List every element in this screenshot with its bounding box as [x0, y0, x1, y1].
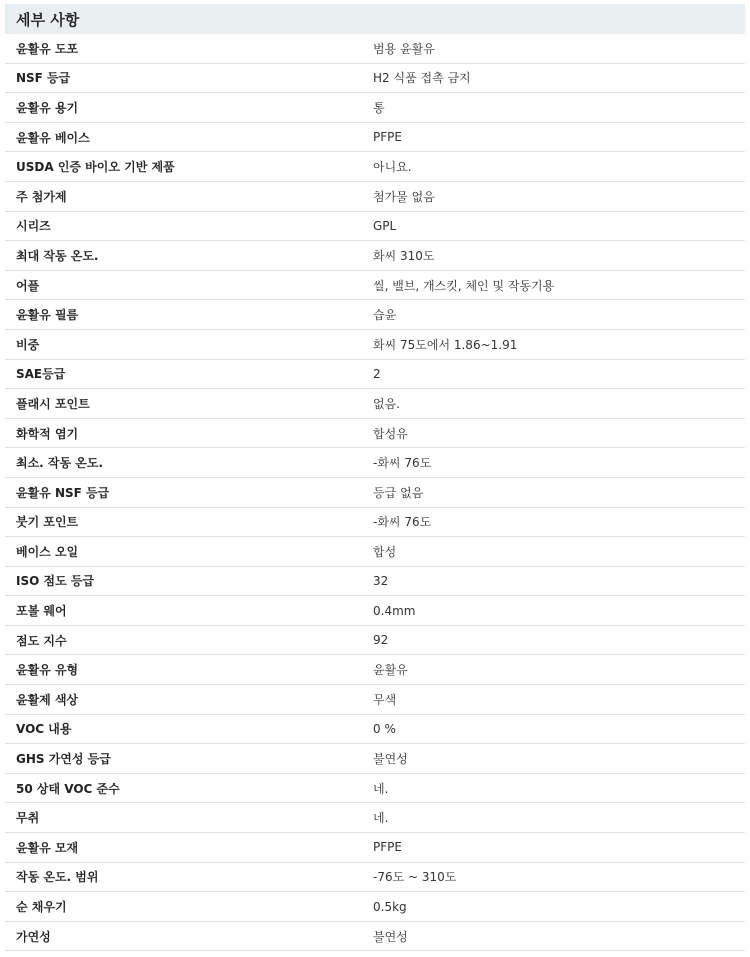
spec-value: 0.4mm [373, 603, 416, 618]
spec-value: 아니요. [373, 160, 412, 175]
spec-row [5, 803, 745, 833]
spec-value: H2 식품 접촉 금지 [373, 71, 471, 86]
spec-panel [5, 4, 745, 951]
spec-label: 윤활유 모재 [16, 840, 79, 855]
spec-value: 0.5kg [373, 899, 407, 914]
spec-value: 0 % [373, 721, 396, 736]
spec-row [5, 567, 745, 597]
spec-table [5, 34, 745, 951]
spec-row [5, 212, 745, 242]
spec-label: 윤활유 필름 [16, 308, 79, 323]
spec-value: 윤활유 [373, 663, 408, 678]
spec-row [5, 863, 745, 893]
spec-label: NSF 등급 [16, 71, 71, 86]
spec-row [5, 655, 745, 685]
spec-value: 습윤 [373, 308, 397, 323]
spec-value: -화씨 76도 [373, 515, 432, 530]
section-title: 세부 사항 [16, 10, 80, 29]
spec-value: 통 [373, 100, 385, 115]
spec-row [5, 64, 745, 94]
spec-label: 어플 [16, 278, 40, 293]
spec-row [5, 330, 745, 360]
spec-row [5, 833, 745, 863]
spec-label: ISO 점도 등급 [16, 574, 95, 589]
spec-row [5, 300, 745, 330]
spec-label: 무취 [16, 811, 40, 826]
spec-row [5, 478, 745, 508]
spec-value: 불연성 [373, 929, 408, 944]
spec-value: 합성유 [373, 426, 408, 441]
spec-label: 작동 온도. 범위 [16, 870, 99, 885]
spec-value: 합성 [373, 544, 397, 559]
spec-row [5, 34, 745, 64]
spec-label: 비중 [16, 337, 40, 352]
spec-row [5, 152, 745, 182]
spec-value: GPL [373, 218, 397, 233]
spec-label: 순 채우기 [16, 900, 67, 915]
spec-value: 없음. [373, 396, 400, 411]
spec-value: 2 [373, 366, 381, 381]
spec-value: -76도 ~ 310도 [373, 870, 457, 885]
spec-value: 무색 [373, 692, 397, 707]
spec-row [5, 685, 745, 715]
spec-row [5, 419, 745, 449]
spec-label: VOC 내용 [16, 722, 72, 737]
spec-value: 첨가물 없음 [373, 189, 435, 204]
spec-row [5, 93, 745, 123]
spec-value: PFPE [373, 130, 402, 145]
spec-value: 92 [373, 633, 389, 648]
spec-label: 윤활제 색상 [16, 692, 79, 707]
spec-label: 윤활유 베이스 [16, 130, 90, 145]
section-header [5, 4, 745, 34]
spec-value: -화씨 76도 [373, 456, 432, 471]
spec-row [5, 596, 745, 626]
spec-label: 최소. 작동 온도. [16, 456, 104, 471]
spec-label: 플래시 포인트 [16, 396, 90, 411]
spec-value: 불연성 [373, 752, 408, 767]
spec-row [5, 360, 745, 390]
spec-value: 네. [373, 781, 389, 796]
spec-value: 범용 윤활유 [373, 41, 435, 56]
spec-value: 화씨 75도에서 1.86~1.91 [373, 337, 518, 352]
spec-label: 베이스 오일 [16, 544, 79, 559]
spec-label: 포볼 웨어 [16, 604, 67, 619]
spec-row [5, 922, 745, 952]
spec-row [5, 537, 745, 567]
spec-row [5, 508, 745, 538]
spec-row [5, 123, 745, 153]
spec-row [5, 271, 745, 301]
spec-label: 최대 작동 온도. [16, 248, 99, 263]
spec-label: 윤활유 NSF 등급 [16, 485, 110, 500]
spec-label: 붓기 포인트 [16, 515, 79, 530]
spec-label: 50 상태 VOC 준수 [16, 781, 120, 796]
spec-row [5, 892, 745, 922]
spec-label: 점도 지수 [16, 633, 67, 648]
spec-row [5, 626, 745, 656]
spec-label: 윤활유 용기 [16, 100, 79, 115]
spec-label: 가연성 [16, 929, 51, 944]
spec-value: PFPE [373, 840, 402, 855]
spec-value: 32 [373, 573, 389, 588]
spec-label: GHS 가연성 등급 [16, 752, 111, 767]
spec-label: 시리즈 [16, 219, 51, 234]
spec-value: 씰, 밸브, 개스킷, 체인 및 작동기용 [373, 278, 555, 293]
spec-label: 화학적 염기 [16, 426, 79, 441]
spec-value: 등급 없음 [373, 485, 424, 500]
spec-label: 주 첨가제 [16, 189, 67, 204]
spec-row [5, 182, 745, 212]
spec-label: 윤활유 유형 [16, 663, 79, 678]
spec-value: 네. [373, 811, 389, 826]
spec-row [5, 448, 745, 478]
spec-label: USDA 인증 바이오 기반 제품 [16, 160, 175, 175]
spec-row [5, 241, 745, 271]
spec-row [5, 715, 745, 745]
spec-label: SAE등급 [16, 367, 66, 382]
spec-row [5, 389, 745, 419]
spec-label: 윤활유 도포 [16, 41, 79, 56]
spec-row [5, 774, 745, 804]
spec-value: 화씨 310도 [373, 248, 435, 263]
spec-row [5, 744, 745, 774]
